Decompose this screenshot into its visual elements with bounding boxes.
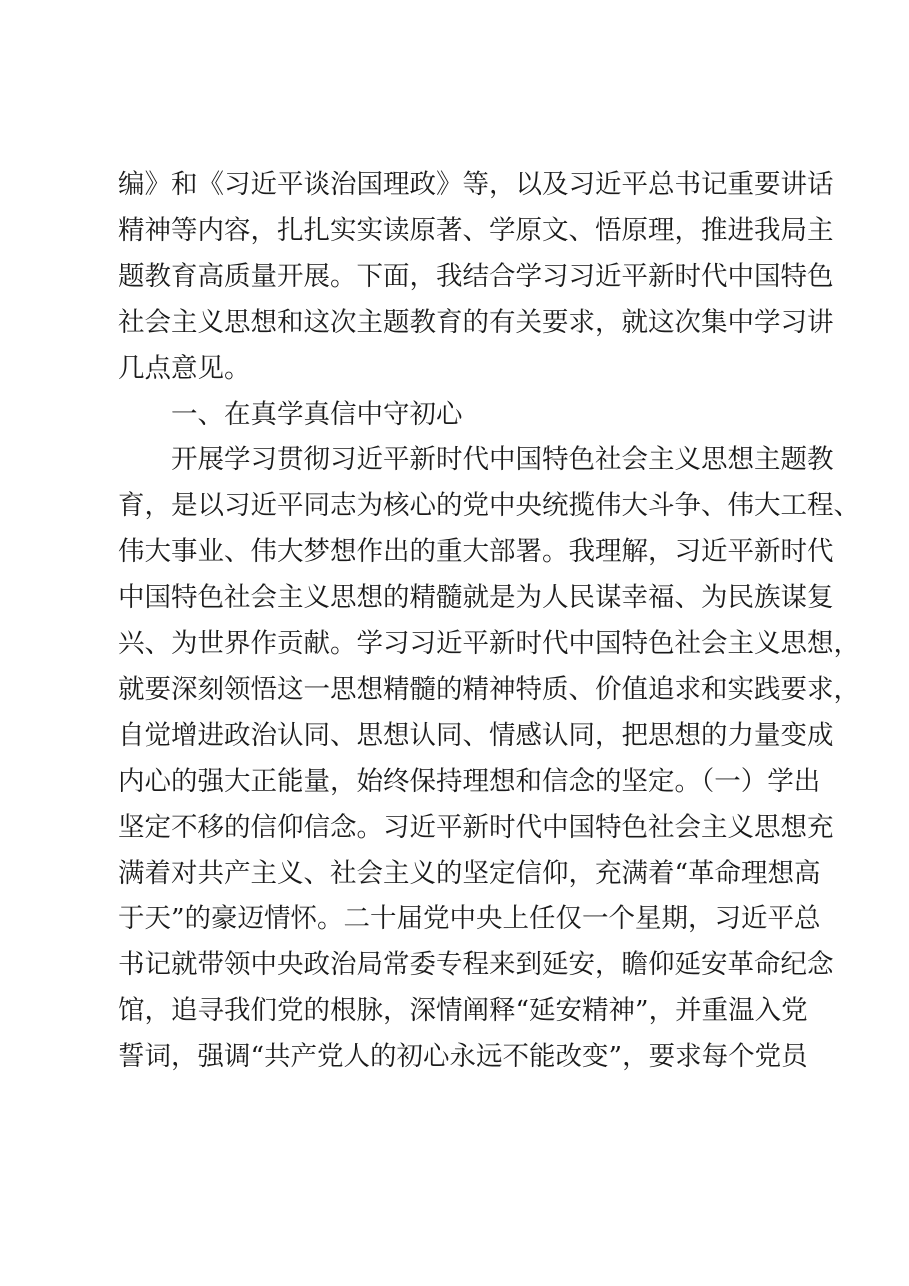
paragraph-line: 书记就带领中央政治局常委专程来到延安，瞻仰延安革命纪念 [118,949,834,981]
paragraph-line: 几点意见。 [118,352,251,384]
paragraph-line: 伟大事业、伟大梦想作出的重大部署。我理解，习近平新时代 [118,536,834,568]
paragraph-line: 精神等内容，扎扎实实读原著、学原文、悟原理，推进我局主 [118,214,834,246]
paragraph-line: 馆，追寻我们党的根脉，深情阐释“延安精神”，并重温入党 [118,995,808,1027]
paragraph-line: 题教育高质量开展。下面，我结合学习习近平新时代中国特色 [118,260,834,292]
paragraph-line: 坚定不移的信仰信念。习近平新时代中国特色社会主义思想充 [118,811,834,843]
paragraph-line: 社会主义思想和这次主题教育的有关要求，就这次集中学习讲 [118,306,834,338]
section-heading: 一、在真学真信中守初心 [171,398,463,430]
paragraph-line: 满着对共产主义、社会主义的坚定信仰，充满着“革命理想高 [118,857,821,889]
paragraph-line: 开展学习贯彻习近平新时代中国特色社会主义思想主题教 [171,444,834,476]
paragraph-line: 中国特色社会主义思想的精髓就是为人民谋幸福、为民族谋复 [118,582,834,614]
paragraph-line: 内心的强大正能量，始终保持理想和信念的坚定。（一）学出 [118,765,821,797]
paragraph-line: 自觉增进政治认同、思想认同、情感认同，把思想的力量变成 [118,719,834,751]
paragraph-line: 就要深刻领悟这一思想精髓的精神特质、价值追求和实践要求， [118,673,860,705]
paragraph-line: 兴、为世界作贡献。学习习近平新时代中国特色社会主义思想， [118,628,860,659]
paragraph-line: 于天”的豪迈情怀。二十届党中央上任仅一个星期，习近平总 [118,903,821,935]
paragraph-line: 誓词，强调“共产党人的初心永远不能改变”，要求每个党员 [118,1041,808,1073]
paragraph-line: 编》和《习近平谈治国理政》等，以及习近平总书记重要讲话 [118,169,834,200]
paragraph-line: 育，是以习近平同志为核心的党中央统揽伟大斗争、伟大工程、 [118,490,860,522]
